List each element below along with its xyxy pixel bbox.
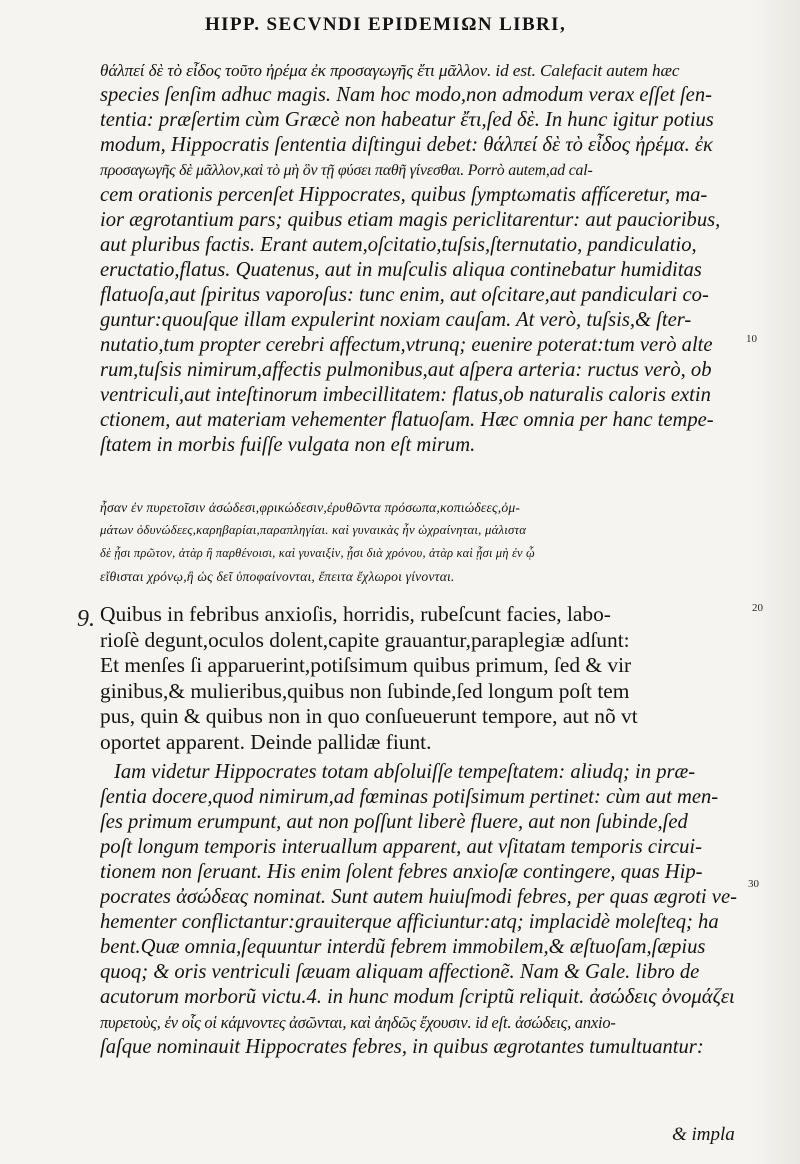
- text-line: poſt longum temporis interuallum apparent, aut vſitatam temporis circui-: [100, 836, 702, 858]
- greek-line: ἦσαν ἐν πυρετοῖσιν ἀσώδεσι,φρικώδεσιν,ἐρυθῶντα πρόσωπα,κοπιώδεες,ὀμ-: [100, 500, 521, 515]
- text-line: rum,tuſsis nimirum,affectis pulmonibus,aut aſpera arteria: ructus verò, ob: [100, 359, 712, 381]
- running-title: HIPP. SECVNDI EPIDEMIΩN LIBRI,: [205, 14, 567, 35]
- text-line: ſes primum erumpunt, aut non poſſunt liberè fluere, aut non ſubinde,ſed: [100, 811, 688, 833]
- text-line: πυρετοὺς, ἐν οἷς οἱ κάμνοντες ἀσῶνται, καὶ ἀηδῶς ἔχουσιν. id eſt. ἀσώδεις, anxio-: [100, 1013, 616, 1032]
- catchword: & impla: [672, 1124, 735, 1145]
- page-gutter-shadow: [750, 0, 800, 1164]
- greek-line: εἴθισται χρόνῳ,ἢ ὡς δεῖ ὑποφαίνονται, ἔπειτα ἔχλωροι γίνονται.: [100, 569, 455, 584]
- text-line: Quibus in febribus anxioſis, horridis, rubeſcunt facies, labo-: [100, 602, 611, 626]
- text-line: guntur:quouſque illam expulerint noxiam cauſam. At verò, tuſsis,& ſter-: [100, 309, 692, 331]
- text-line: aut pluribus factis. Erant autem,oſcitatio,tuſsis,ſternutatio, pandiculatio,: [100, 234, 697, 256]
- text-line: species ſenſim adhuc magis. Nam hoc modo,non admodum verax eſſet ſen-: [100, 84, 712, 106]
- text-line: ſtatem in morbis fuiſſe vulgata non eſt mirum.: [100, 434, 476, 456]
- text-line: ventriculi,aut inteſtinorum imbecillitatem: flatus,ob naturalis caloris extin: [100, 384, 711, 406]
- text-line: flatuoſa,aut ſpiritus vaporoſus: tunc enim, aut oſcitare,aut pandiculari co-: [100, 284, 709, 306]
- text-line: oportet apparent. Deinde pallidæ fiunt.: [100, 729, 432, 754]
- text-line: cem orationis percenſet Hippocrates, quibus ſymptωmatis affíceretur, ma-: [100, 184, 708, 206]
- text-line: προσαγωγῆς δὲ μᾶλλον,καὶ τὸ μὴ ὃν τῇ φύσει παθῆ γίνεσθαι. Porrò autem,ad cal-: [100, 162, 593, 179]
- greek-line: δὲ ᾗσι πρῶτον, ἀτὰρ ἢ παρθένοισι, καὶ γυναιξὶν, ᾗσι διὰ χρόνου, ἀτὰρ καὶ ᾗσι μὴ ἐν ᾧ: [100, 546, 536, 560]
- greek-line: μάτων ὀδυνώδεες,καρηβαρίαι,παραπληγίαι. καὶ γυναικὰς ἦν ὠχραίνηται, μάλιστα: [100, 523, 527, 537]
- line-number-10: 10: [746, 333, 757, 345]
- text-line: ior ægrotantium pars; quibus etiam magis periclitarentur: aut paucioribus,: [100, 209, 721, 231]
- text-line: modum, Hippocratis ſententia diſtingui debet: θάλπεί δὲ τὸ εἶδος ἠρέμα. ἐκ: [100, 134, 713, 156]
- text-line: ctionem, aut materiam vehementer flatuoſam. Hæc omnia per hanc tempe-: [100, 409, 714, 431]
- text-line: θάλπεί δὲ τὸ εἶδος τοῦτο ἠρέμα ἐκ προσαγωγῆς ἔτι μᾶλλον. id est. Calefacit autem hæc: [100, 61, 680, 80]
- text-line: ſaſque nominauit Hippocrates febres, in quibus ægrotantes tumultuantur:: [100, 1036, 704, 1058]
- commentary-block-1: [100, 58, 740, 458]
- text-line: quoq; & oris ventriculi ſæuam aliquam affectionẽ. Nam & Gale. libro de: [100, 961, 700, 983]
- text-line: Iam videtur Hippocrates totam abſoluiſſe tempeſtatem: aliudq; in præ-: [114, 761, 696, 783]
- text-line: pus, quin & quibus non in quo conſueuerunt tempore, aut nõ vt: [100, 704, 638, 729]
- text-line: ginibus,& mulieribus,quibus non ſubinde,ſed longum poſt tem: [100, 678, 630, 703]
- text-line: nutatio,tum propter cerebri affectum,vtrunq; euenire poterat:tum verò alte: [100, 334, 713, 356]
- text-line: acutorum morborũ victu.4. in hunc modum ſcriptũ reliquit. ἀσώδεις ὀνομάζει: [100, 986, 735, 1008]
- line-number-30: 30: [748, 878, 759, 890]
- text-line: ſentia docere,quod nimirum,ad fœminas potiſsimum pertinet: cùm aut men-: [100, 786, 719, 808]
- text-line: bent.Quæ omnia,ſequuntur interdũ febrem immobilem,& æſtuoſam,ſæpius: [100, 936, 706, 958]
- line-number-20: 20: [752, 602, 763, 614]
- section-number: 9.: [77, 606, 95, 632]
- text-line: tionem non ſeruant. His enim ſolent febres anxioſæ contingere, quas Hip-: [100, 861, 703, 883]
- text-line: rioſè degunt,oculos dolent,capite grauantur,paraplegiæ adſunt:: [100, 627, 630, 652]
- text-line: hementer conflictantur:grauiterque afficiuntur:atq; implacidè moleſteq; ha: [100, 911, 719, 933]
- aphorism-text: [100, 602, 740, 756]
- greek-quotation: [100, 496, 740, 588]
- text-line: tentia: præſertim cùm Græcè non habeatur ἔτι,ſed δὲ. In hunc igitur potius: [100, 109, 714, 131]
- text-line: eructatio,flatus. Quatenus, aut in muſculis aliqua continebatur humiditas: [100, 259, 702, 281]
- commentary-block-2: [100, 760, 740, 1060]
- text-line: pocrates ἀσώδεας nominat. Sunt autem huiuſmodi febres, per quas ægroti ve-: [100, 886, 737, 908]
- text-line: Et menſes ſi apparuerint,potiſsimum quibus primum, ſed & vir: [100, 653, 632, 678]
